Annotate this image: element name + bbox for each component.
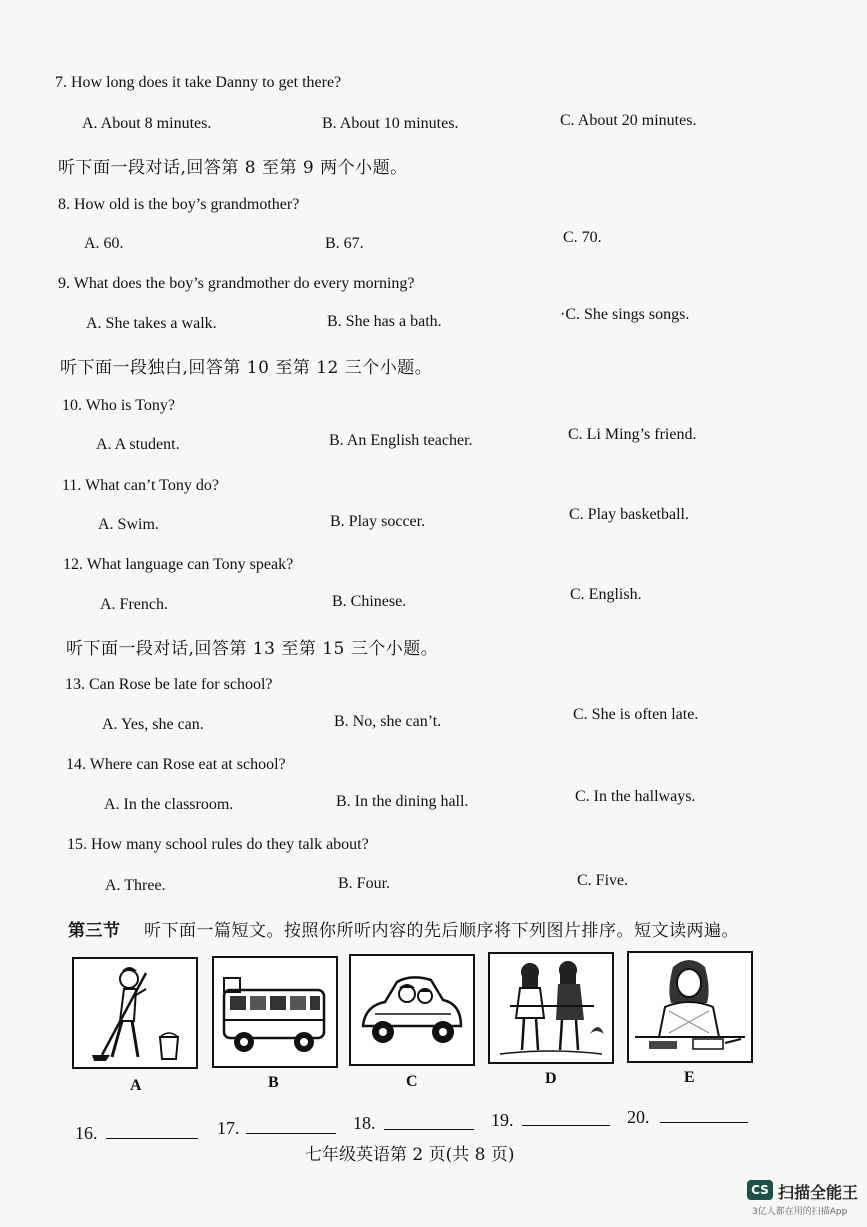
option-c[interactable]: C. She is often late. [573,706,699,723]
answer-17-label: 17. [217,1118,240,1138]
picture-label: B [268,1074,279,1091]
answer-20-label: 20. [627,1107,650,1127]
section-3-title: 第三节 [68,921,121,941]
two-people-icon [490,954,612,1062]
option-b[interactable]: B. About 10 minutes. [322,115,459,132]
answer-16-blank[interactable] [106,1138,198,1139]
option-c[interactable]: C. English. [570,586,642,603]
question-stem: 10. Who is Tony? [62,397,175,414]
scanner-brand: 扫描全能王 [778,1183,859,1202]
answer-20-blank[interactable] [660,1122,748,1123]
question-stem: 13. Can Rose be late for school? [65,676,273,693]
scanner-tagline: 3亿人都在用的扫描App [752,1207,848,1217]
option-c[interactable]: C. Five. [577,872,629,889]
option-a[interactable]: A. Three. [105,877,166,894]
picture-label: E [684,1069,695,1086]
answer-16-label: 16. [75,1123,98,1143]
option-b[interactable]: B. In the dining hall. [336,793,469,810]
answer-18-blank[interactable] [384,1129,474,1130]
option-b[interactable]: B. Chinese. [332,593,407,610]
girl-cooking-icon [629,953,751,1061]
question-stem: 14. Where can Rose eat at school? [66,756,286,773]
answer-17-blank[interactable] [246,1133,336,1134]
question-stem: 12. What language can Tony speak? [63,556,294,573]
picture-c[interactable] [349,954,475,1066]
option-b[interactable]: B. No, she can’t. [334,713,442,730]
option-b[interactable]: B. Four. [338,875,391,892]
option-b[interactable]: B. Play soccer. [330,513,426,530]
option-a[interactable]: A. A student. [96,436,180,453]
option-c[interactable]: C. Play basketball. [569,506,689,523]
section-3-text: 听下面一篇短文。按照你所听内容的先后顺序将下列图片排序。短文读两遍。 [144,921,739,941]
option-b[interactable]: B. She has a bath. [327,313,442,330]
page-footer: 七年级英语第 2 页(共 8 页) [305,1145,515,1165]
option-a[interactable]: A. About 8 minutes. [82,115,212,132]
scanner-logo-icon: CS [747,1180,773,1200]
car-icon [351,956,473,1064]
question-stem: 9. What does the boy’s grandmother do every morning? [58,275,415,292]
option-a[interactable]: A. French. [100,596,168,613]
answer-19-label: 19. [491,1110,514,1130]
picture-label: D [545,1070,557,1087]
picture-label: C [406,1073,418,1090]
option-c[interactable]: ·C. She sings songs. [560,306,690,323]
answer-19-blank[interactable] [522,1125,610,1126]
option-a[interactable]: A. In the classroom. [104,796,234,813]
option-b[interactable]: B. An English teacher. [329,432,473,449]
picture-e[interactable] [627,951,753,1063]
option-c[interactable]: C. 70. [563,229,602,246]
option-c[interactable]: C. About 20 minutes. [560,112,697,129]
picture-d[interactable] [488,952,614,1064]
question-stem: 8. How old is the boy’s grandmother? [58,196,300,213]
answer-18-label: 18. [353,1113,376,1133]
option-a[interactable]: A. Yes, she can. [102,716,204,733]
picture-label: A [130,1077,142,1094]
instruction-8-9: 听下面一段对话,回答第 8 至第 9 两个小题。 [58,158,408,178]
option-a[interactable]: A. Swim. [98,516,159,533]
school-bus-icon [214,958,336,1066]
option-a[interactable]: A. 60. [84,235,124,252]
picture-a[interactable] [72,957,198,1069]
option-b[interactable]: B. 67. [325,235,364,252]
option-c[interactable]: C. In the hallways. [575,788,696,805]
instruction-10-12: 听下面一段独白,回答第 10 至第 12 三个小题。 [60,358,433,378]
picture-b[interactable] [212,956,338,1068]
question-stem: 11. What can’t Tony do? [62,477,219,494]
option-a[interactable]: A. She takes a walk. [86,315,217,332]
question-stem: 7. How long does it take Danny to get there? [55,74,342,91]
instruction-13-15: 听下面一段对话,回答第 13 至第 15 三个小题。 [66,639,439,659]
option-c[interactable]: C. Li Ming’s friend. [568,426,697,443]
mopping-floor-icon [74,959,196,1067]
question-stem: 15. How many school rules do they talk about? [67,836,369,853]
